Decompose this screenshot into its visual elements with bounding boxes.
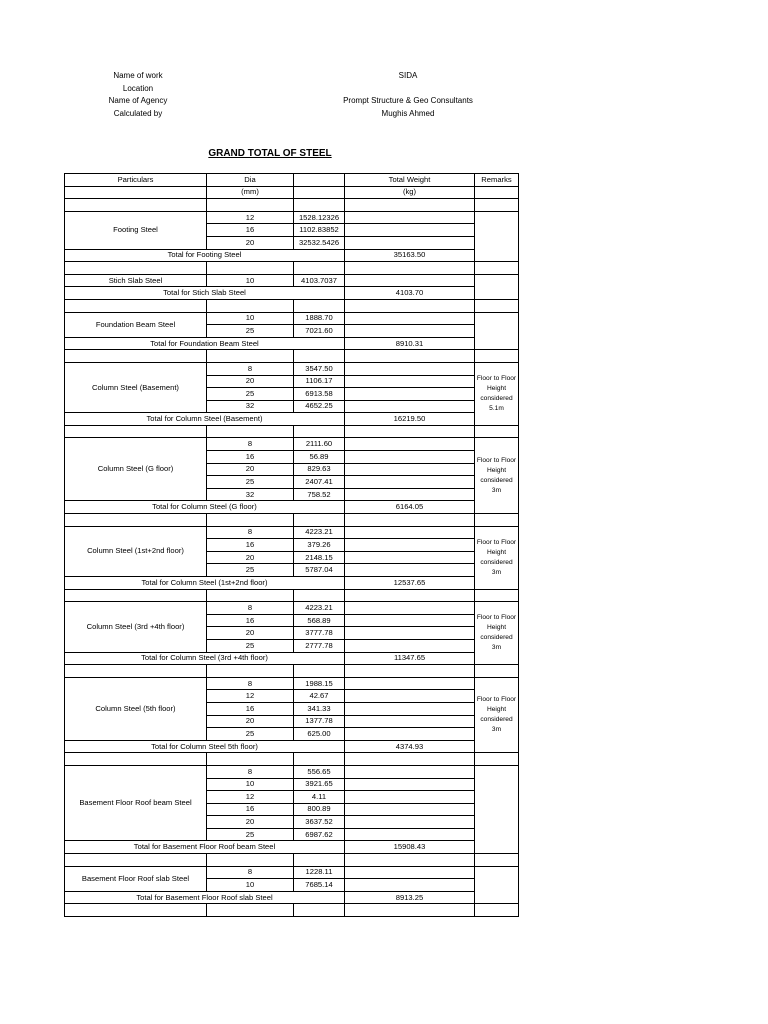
weight-cell: 5787.04 <box>294 564 345 577</box>
agency-label: Name of Agency <box>108 96 168 105</box>
dia-cell: 16 <box>207 702 294 715</box>
dia-cell: 25 <box>207 476 294 489</box>
weight-cell: 4103.7037 <box>294 274 345 287</box>
weight-cell: 4223.21 <box>294 526 345 539</box>
weight-cell: 2111.60 <box>294 438 345 451</box>
total-weight-cell <box>345 728 475 741</box>
remarks-cell <box>475 274 519 299</box>
section-name: Column Steel (3rd +4th floor) <box>65 602 207 652</box>
blank-row <box>65 854 519 867</box>
dia-cell: 20 <box>207 715 294 728</box>
blank-cell <box>294 589 345 602</box>
weight-cell: 758.52 <box>294 488 345 501</box>
dia-cell: 12 <box>207 211 294 224</box>
dia-cell: 20 <box>207 816 294 829</box>
header-block <box>88 70 538 122</box>
col-header-remarks: Remarks <box>475 174 519 187</box>
blank-cell <box>207 350 294 363</box>
blank-cell <box>345 299 475 312</box>
blank-cell <box>475 199 519 212</box>
total-weight-cell <box>345 690 475 703</box>
total-weight-cell <box>345 438 475 451</box>
total-weight-cell <box>345 224 475 237</box>
remarks-cell <box>475 765 519 853</box>
blank-cell <box>345 199 475 212</box>
weight-cell: 42.67 <box>294 690 345 703</box>
total-weight-cell <box>345 778 475 791</box>
blank-cell <box>294 425 345 438</box>
unit-row <box>65 186 519 199</box>
total-label: Total for Foundation Beam Steel <box>65 337 345 350</box>
dia-cell: 25 <box>207 325 294 338</box>
total-value: 16219.50 <box>345 413 475 426</box>
dia-cell: 20 <box>207 627 294 640</box>
dia-cell: 16 <box>207 803 294 816</box>
blank-cell <box>475 904 519 917</box>
blank-cell <box>65 262 207 275</box>
section-name: Column Steel (5th floor) <box>65 677 207 740</box>
blank-cell <box>294 854 345 867</box>
blank-row <box>65 665 519 678</box>
weight-cell: 1228.11 <box>294 866 345 879</box>
blank-cell <box>475 589 519 602</box>
dia-cell: 8 <box>207 866 294 879</box>
total-weight-cell <box>345 677 475 690</box>
blank-cell <box>65 199 207 212</box>
total-row <box>65 841 519 854</box>
blank-row <box>65 589 519 602</box>
total-weight-cell <box>345 463 475 476</box>
blank-cell <box>294 199 345 212</box>
weight-cell: 1888.70 <box>294 312 345 325</box>
dia-cell: 20 <box>207 551 294 564</box>
weight-cell: 829.63 <box>294 463 345 476</box>
blank-cell <box>65 589 207 602</box>
blank-row <box>65 514 519 527</box>
total-weight-cell <box>345 602 475 615</box>
column-header-row <box>65 174 519 187</box>
blank-cell <box>475 854 519 867</box>
blank-cell <box>207 753 294 766</box>
remarks-cell: Floor to Floor Height considered 3m <box>475 526 519 589</box>
total-weight-cell <box>345 488 475 501</box>
blank-row <box>65 753 519 766</box>
total-row <box>65 337 519 350</box>
total-weight-cell <box>345 639 475 652</box>
blank-cell <box>207 262 294 275</box>
weight-cell: 3921.65 <box>294 778 345 791</box>
weight-cell: 56.89 <box>294 451 345 464</box>
section-name: Basement Floor Roof beam Steel <box>65 765 207 841</box>
total-value: 4374.93 <box>345 740 475 753</box>
remarks-cell <box>475 866 519 904</box>
weight-cell: 1102.83852 <box>294 224 345 237</box>
table-row <box>65 211 519 224</box>
remarks-cell: Floor to Floor Height considered 3m <box>475 677 519 753</box>
blank-cell <box>207 904 294 917</box>
blank-cell <box>345 904 475 917</box>
blank-cell <box>345 514 475 527</box>
total-weight-cell <box>345 362 475 375</box>
weight-cell: 556.65 <box>294 765 345 778</box>
steel-table <box>64 173 519 917</box>
total-weight-cell <box>345 539 475 552</box>
blank-cell <box>65 425 207 438</box>
dia-cell: 12 <box>207 690 294 703</box>
total-weight-cell <box>345 715 475 728</box>
total-weight-cell <box>345 803 475 816</box>
weight-cell: 7021.60 <box>294 325 345 338</box>
blank-cell <box>207 854 294 867</box>
dia-cell: 8 <box>207 362 294 375</box>
total-weight-cell <box>345 816 475 829</box>
section-name: Foundation Beam Steel <box>65 312 207 337</box>
weight-cell: 2407.41 <box>294 476 345 489</box>
blank-cell <box>65 665 207 678</box>
weight-cell: 1528.12326 <box>294 211 345 224</box>
total-weight-cell <box>345 702 475 715</box>
blank-cell <box>65 904 207 917</box>
calculated-by-value: Mughis Ahmed <box>381 108 435 118</box>
table-row <box>65 602 519 615</box>
blank-cell <box>207 425 294 438</box>
blank-cell <box>207 589 294 602</box>
blank-cell <box>65 350 207 363</box>
remarks-cell: Floor to Floor Height considered 5.1m <box>475 362 519 425</box>
blank-cell <box>475 514 519 527</box>
blank-row <box>65 904 519 917</box>
dia-cell: 25 <box>207 728 294 741</box>
blank-cell <box>345 665 475 678</box>
dia-cell: 25 <box>207 564 294 577</box>
total-weight-cell <box>345 791 475 804</box>
weight-cell: 7685.14 <box>294 879 345 892</box>
total-label: Total for Basement Floor Roof slab Steel <box>65 891 345 904</box>
dia-cell: 12 <box>207 791 294 804</box>
table-row <box>65 362 519 375</box>
total-row <box>65 413 519 426</box>
weight-cell: 4.11 <box>294 791 345 804</box>
total-value: 12537.65 <box>345 577 475 590</box>
dia-cell: 16 <box>207 614 294 627</box>
section-name: Stich Slab Steel <box>65 274 207 287</box>
total-weight-cell <box>345 879 475 892</box>
total-row <box>65 740 519 753</box>
total-weight-cell <box>345 312 475 325</box>
dia-cell: 16 <box>207 539 294 552</box>
dia-cell: 25 <box>207 639 294 652</box>
weight-cell: 4223.21 <box>294 602 345 615</box>
total-weight-cell <box>345 564 475 577</box>
total-weight-cell <box>345 526 475 539</box>
total-weight-cell <box>345 551 475 564</box>
table-row <box>65 526 519 539</box>
weight-cell: 3777.78 <box>294 627 345 640</box>
blank-cell <box>65 753 207 766</box>
total-label: Total for Column Steel (G floor) <box>65 501 345 514</box>
weight-cell: 625.00 <box>294 728 345 741</box>
steel-table-body <box>65 174 519 917</box>
table-row <box>65 765 519 778</box>
blank-cell <box>294 514 345 527</box>
name-of-work-value: SIDA <box>398 71 418 80</box>
blank-cell <box>294 665 345 678</box>
total-label: Total for Stich Slab Steel <box>65 287 345 300</box>
total-weight-cell <box>345 866 475 879</box>
col-header-total-weight: Total Weight <box>345 174 475 187</box>
blank-cell <box>207 514 294 527</box>
weight-cell: 4652.25 <box>294 400 345 413</box>
weight-cell: 3637.52 <box>294 816 345 829</box>
table-row <box>65 312 519 325</box>
blank-row <box>65 425 519 438</box>
total-row <box>65 287 519 300</box>
dia-cell: 8 <box>207 438 294 451</box>
blank-cell <box>294 904 345 917</box>
total-weight-cell <box>345 400 475 413</box>
dia-cell: 8 <box>207 526 294 539</box>
unit-weight <box>294 186 345 199</box>
total-weight-cell <box>345 765 475 778</box>
weight-cell: 2148.15 <box>294 551 345 564</box>
total-value: 4103.70 <box>345 287 475 300</box>
remarks-cell: Floor to Floor Height considered 3m <box>475 602 519 665</box>
blank-cell <box>294 262 345 275</box>
blank-row <box>65 199 519 212</box>
blank-cell <box>207 299 294 312</box>
total-label: Total for Column Steel (Basement) <box>65 413 345 426</box>
dia-cell: 8 <box>207 602 294 615</box>
unit-total-weight: (kg) <box>345 186 475 199</box>
dia-cell: 8 <box>207 765 294 778</box>
blank-cell <box>294 299 345 312</box>
blank-cell <box>65 854 207 867</box>
dia-cell: 10 <box>207 778 294 791</box>
weight-cell: 6987.62 <box>294 828 345 841</box>
table-row <box>65 438 519 451</box>
blank-cell <box>475 753 519 766</box>
total-label: Total for Column Steel (1st+2nd floor) <box>65 577 345 590</box>
blank-cell <box>345 425 475 438</box>
blank-cell <box>345 854 475 867</box>
dia-cell: 25 <box>207 828 294 841</box>
unit-remarks <box>475 186 519 199</box>
weight-cell: 341.33 <box>294 702 345 715</box>
col-header-particulars: Particulars <box>65 174 207 187</box>
section-name: Column Steel (Basement) <box>65 362 207 412</box>
total-value: 11347.65 <box>345 652 475 665</box>
blank-cell <box>207 199 294 212</box>
total-weight-cell <box>345 325 475 338</box>
table-row <box>65 677 519 690</box>
total-weight-cell <box>345 627 475 640</box>
blank-row <box>65 262 519 275</box>
blank-cell <box>475 665 519 678</box>
blank-cell <box>475 262 519 275</box>
total-weight-cell <box>345 375 475 388</box>
dia-cell: 10 <box>207 879 294 892</box>
blank-cell <box>345 262 475 275</box>
dia-cell: 32 <box>207 400 294 413</box>
weight-cell: 6913.58 <box>294 388 345 401</box>
total-row <box>65 577 519 590</box>
weight-cell: 3547.50 <box>294 362 345 375</box>
remarks-cell: Floor to Floor Height considered 3m <box>475 438 519 514</box>
dia-cell: 20 <box>207 463 294 476</box>
total-row <box>65 891 519 904</box>
weight-cell: 800.89 <box>294 803 345 816</box>
blank-cell <box>475 299 519 312</box>
weight-cell: 32532.5426 <box>294 236 345 249</box>
section-name: Column Steel (1st+2nd floor) <box>65 526 207 576</box>
blank-cell <box>345 589 475 602</box>
dia-cell: 20 <box>207 236 294 249</box>
blank-cell <box>65 299 207 312</box>
dia-cell: 10 <box>207 312 294 325</box>
total-value: 15908.43 <box>345 841 475 854</box>
section-name: Footing Steel <box>65 211 207 249</box>
dia-cell: 25 <box>207 388 294 401</box>
total-weight-cell <box>345 274 475 287</box>
total-value: 6164.05 <box>345 501 475 514</box>
table-row <box>65 866 519 879</box>
total-row <box>65 249 519 262</box>
total-weight-cell <box>345 476 475 489</box>
blank-cell <box>475 425 519 438</box>
weight-cell: 568.89 <box>294 614 345 627</box>
dia-cell: 32 <box>207 488 294 501</box>
section-name: Basement Floor Roof slab Steel <box>65 866 207 891</box>
total-label: Total for Footing Steel <box>65 249 345 262</box>
remarks-cell <box>475 312 519 350</box>
location-label: Location <box>122 83 154 93</box>
dia-cell: 16 <box>207 451 294 464</box>
blank-cell <box>294 753 345 766</box>
total-label: Total for Column Steel 5th floor) <box>65 740 345 753</box>
total-value: 8913.25 <box>345 891 475 904</box>
name-of-work-label: Name of work <box>113 71 163 80</box>
weight-cell: 379.26 <box>294 539 345 552</box>
total-row <box>65 501 519 514</box>
weight-cell: 1377.78 <box>294 715 345 728</box>
blank-cell <box>294 350 345 363</box>
section-name: Column Steel (G floor) <box>65 438 207 501</box>
blank-cell <box>207 665 294 678</box>
blank-row <box>65 350 519 363</box>
calculated-by-label: Calculated by <box>113 108 163 118</box>
col-header-weight <box>294 174 345 187</box>
dia-cell: 16 <box>207 224 294 237</box>
blank-cell <box>475 350 519 363</box>
col-header-dia: Dia <box>207 174 294 187</box>
dia-cell: 10 <box>207 274 294 287</box>
total-label: Total for Column Steel (3rd +4th floor) <box>65 652 345 665</box>
agency-value: Prompt Structure & Geo Consultants <box>343 96 473 105</box>
total-value: 8910.31 <box>345 337 475 350</box>
remarks-cell <box>475 211 519 261</box>
page-title: GRAND TOTAL OF STEEL <box>208 148 332 159</box>
unit-particulars <box>65 186 207 199</box>
total-value: 35163.50 <box>345 249 475 262</box>
total-weight-cell <box>345 211 475 224</box>
total-weight-cell <box>345 614 475 627</box>
total-label: Total for Basement Floor Roof beam Steel <box>65 841 345 854</box>
total-weight-cell <box>345 388 475 401</box>
total-weight-cell <box>345 828 475 841</box>
total-weight-cell <box>345 451 475 464</box>
blank-cell <box>345 753 475 766</box>
blank-cell <box>345 350 475 363</box>
dia-cell: 20 <box>207 375 294 388</box>
weight-cell: 1988.15 <box>294 677 345 690</box>
blank-cell <box>65 514 207 527</box>
weight-cell: 1106.17 <box>294 375 345 388</box>
total-row <box>65 652 519 665</box>
total-weight-cell <box>345 236 475 249</box>
dia-cell: 8 <box>207 677 294 690</box>
weight-cell: 2777.78 <box>294 639 345 652</box>
table-row <box>65 274 519 287</box>
blank-row <box>65 299 519 312</box>
unit-dia: (mm) <box>207 186 294 199</box>
